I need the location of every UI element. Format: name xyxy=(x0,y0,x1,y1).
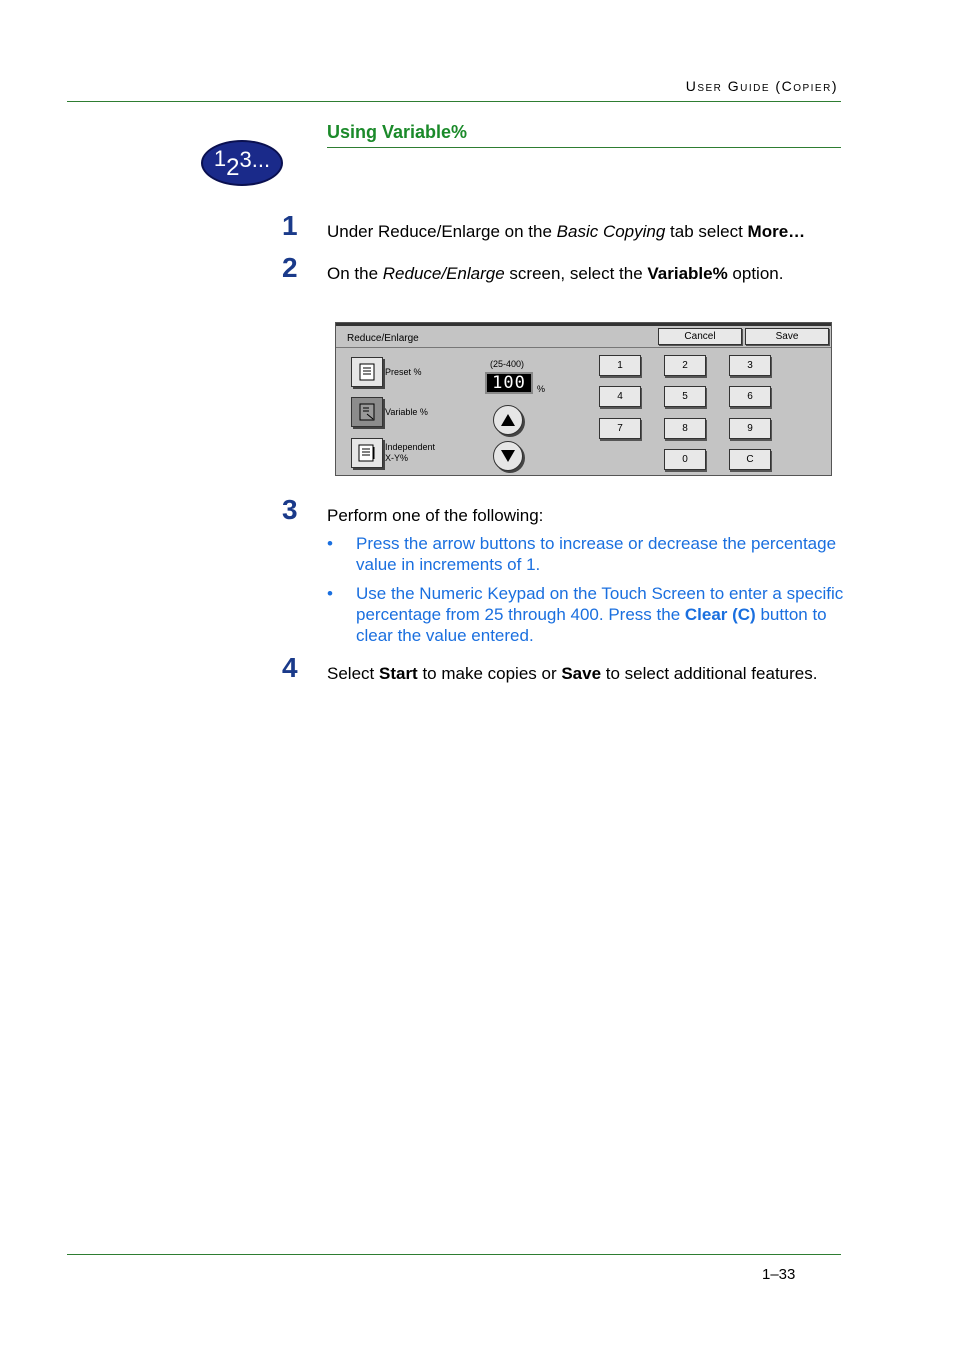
footer-rule xyxy=(67,1254,841,1255)
bullet-text: Use the Numeric Keypad on the Touch Screen to enter a specific percentage from 25 through 400. Press the Clear (C) button to clear the value entered. xyxy=(356,584,844,645)
independent-xy-button[interactable] xyxy=(351,438,383,468)
keypad-key-4[interactable]: 4 xyxy=(599,386,641,407)
keypad-key-2[interactable]: 2 xyxy=(664,355,706,376)
reduce-enlarge-screenshot xyxy=(335,322,832,476)
keypad-key-3[interactable]: 3 xyxy=(729,355,771,376)
percent-value-display: 100 xyxy=(485,372,533,394)
section-rule xyxy=(327,147,841,148)
step-text: Under Reduce/Enlarge on the Basic Copying tab select More… xyxy=(327,222,806,241)
step-number: 1 xyxy=(282,210,298,241)
keypad-key-8[interactable]: 8 xyxy=(664,418,706,439)
percent-sign: % xyxy=(537,384,546,394)
document-icon xyxy=(358,402,376,422)
variable-percent-label: Variable % xyxy=(385,407,428,417)
independent-xy-label: Independent X-Y% xyxy=(385,442,436,463)
bullet-mark: • xyxy=(327,534,333,553)
keypad-key-clear[interactable]: C xyxy=(729,449,771,470)
document-icon xyxy=(357,443,377,463)
keypad-key-6[interactable]: 6 xyxy=(729,386,771,407)
cancel-button[interactable]: Cancel xyxy=(658,328,742,345)
bullet-mark: • xyxy=(327,584,333,603)
keypad-key-7[interactable]: 7 xyxy=(599,418,641,439)
step-number: 3 xyxy=(282,494,298,525)
save-button[interactable]: Save xyxy=(745,328,829,345)
step-text: Perform one of the following: xyxy=(327,506,544,525)
screen-title-rule xyxy=(336,347,831,348)
step-text: On the Reduce/Enlarge screen, select the Variable% option. xyxy=(327,264,784,283)
step-number: 4 xyxy=(282,652,298,683)
section-title: Using Variable% xyxy=(327,122,468,142)
variable-percent-button[interactable] xyxy=(351,397,383,427)
keypad-key-1[interactable]: 1 xyxy=(599,355,641,376)
page-number: 1–33 xyxy=(762,1266,796,1283)
decrease-arrow-button[interactable] xyxy=(493,441,523,471)
bullet-text: Press the arrow buttons to increase or decrease the percentage value in increments of 1. xyxy=(356,534,837,574)
screen-title: Reduce/Enlarge xyxy=(347,333,419,344)
running-header: User Guide (Copier) xyxy=(685,78,838,94)
screen-top-bar xyxy=(336,323,831,326)
increase-arrow-button[interactable] xyxy=(493,405,523,435)
header-rule xyxy=(67,101,841,102)
up-arrow-icon xyxy=(501,414,515,426)
keypad-key-0[interactable]: 0 xyxy=(664,449,706,470)
keypad-key-9[interactable]: 9 xyxy=(729,418,771,439)
preset-percent-button[interactable] xyxy=(351,357,383,387)
step-number: 2 xyxy=(282,252,298,283)
document-icon xyxy=(358,362,376,382)
step-text: Select Start to make copies or Save to select additional features. xyxy=(327,664,818,683)
preset-percent-label: Preset % xyxy=(385,367,422,377)
down-arrow-icon xyxy=(501,450,515,462)
keypad-key-5[interactable]: 5 xyxy=(664,386,706,407)
steps-badge-icon: 1 2 3... xyxy=(201,140,283,186)
range-label: (25-400) xyxy=(490,359,525,369)
